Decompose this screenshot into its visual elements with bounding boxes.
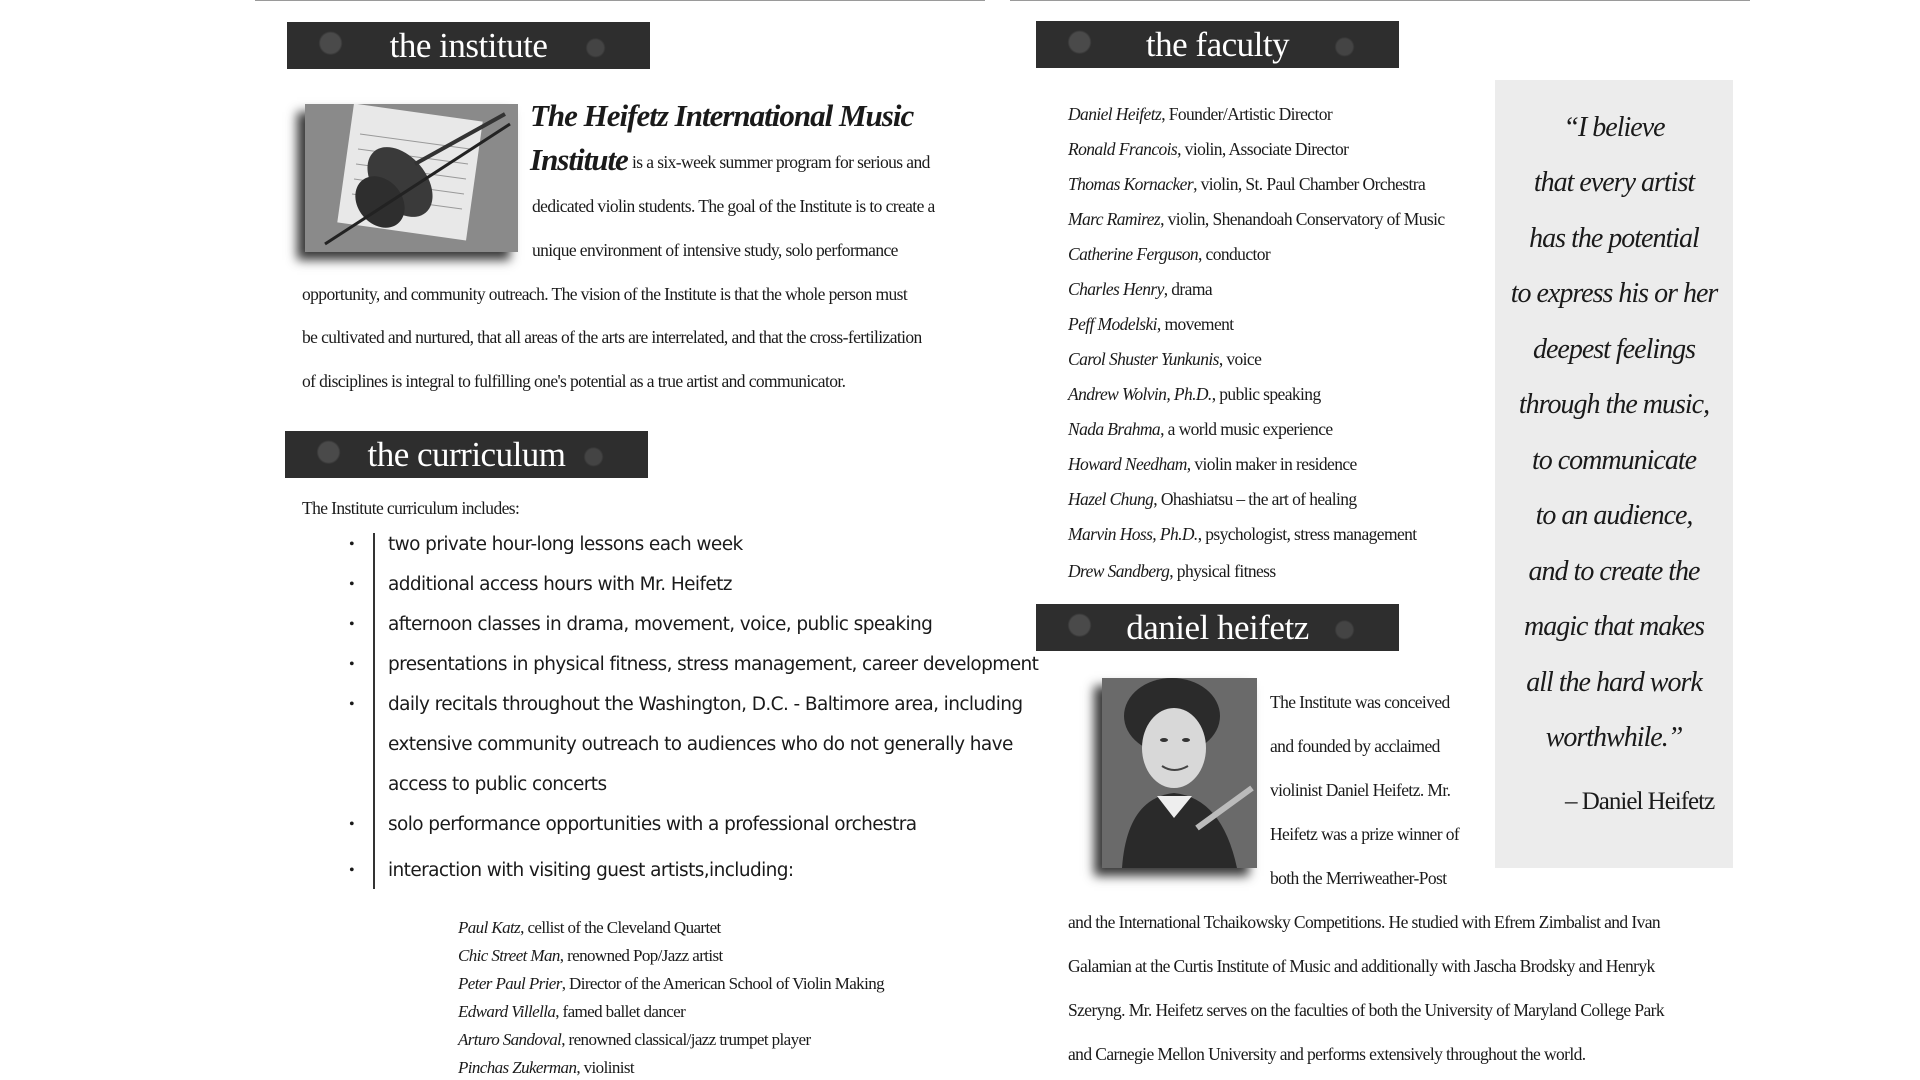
faculty-member: Nada Brahma, a world music experience (1068, 419, 1333, 439)
bullet: • (349, 816, 355, 833)
violin-sheet-music-icon (305, 104, 518, 252)
faculty-heading: the faculty (1036, 21, 1399, 68)
institute-title-line2: Institute (530, 142, 628, 177)
bio-line: Galamian at the Curtis Institute of Music and additionally with Jascha Brodsky and Henryk (1068, 956, 1655, 976)
daniel-heifetz-heading: daniel heifetz (1036, 604, 1399, 651)
top-rule-left (255, 0, 985, 1)
curriculum-item: daily recitals throughout the Washington, D.C. - Baltimore area, including (388, 694, 1023, 715)
quote-line: “I believe (1563, 112, 1665, 143)
intro-line: of disciplines is integral to fulfilling one's potential as a true artist and communicator. (302, 371, 846, 391)
faculty-member: Marvin Hoss, Ph.D., psychologist, stress management (1068, 524, 1417, 544)
quote-line: deepest feelings (1532, 334, 1696, 365)
guest-artist: Chic Street Man, renowned Pop/Jazz artist (458, 946, 723, 965)
bio-line: violinist Daniel Heifetz. Mr. (1270, 780, 1451, 800)
intro-line: unique environment of intensive study, solo performance (532, 240, 898, 260)
quote-line: worthwhile.” (1545, 722, 1683, 753)
faculty-member: Marc Ramirez, violin, Shenandoah Conservatory of Music (1068, 209, 1445, 229)
institute-heading: the institute (287, 22, 650, 69)
quote-attribution: – Daniel Heifetz (1565, 788, 1715, 815)
violin-photo (305, 104, 518, 252)
quote-line: to express his or her (1510, 278, 1718, 309)
bullet: • (349, 656, 355, 673)
guest-artist: Edward Villella, famed ballet dancer (458, 1002, 686, 1021)
faculty-member: Howard Needham, violin maker in residence (1068, 454, 1357, 474)
bio-line: The Institute was conceived (1270, 692, 1450, 712)
quote-line: magic that makes (1524, 611, 1704, 642)
curriculum-item: additional access hours with Mr. Heifetz (388, 574, 732, 595)
portrait-icon (1102, 678, 1257, 868)
curriculum-item: presentations in physical fitness, stress management, career development (388, 654, 1039, 675)
guest-artist: Pinchas Zukerman, violinist (458, 1058, 634, 1077)
guest-artist: Peter Paul Prier, Director of the American School of Violin Making (458, 974, 885, 993)
bullet: • (349, 576, 355, 593)
bullet: • (349, 616, 355, 633)
faculty-member: Charles Henry, drama (1068, 279, 1213, 299)
quote-box (1495, 80, 1733, 868)
quote-line: all the hard work (1526, 667, 1702, 698)
faculty-member: Ronald Francois, violin, Associate Director (1068, 139, 1349, 159)
bullet: • (349, 862, 355, 879)
quote-line: that every artist (1533, 167, 1695, 198)
quote-line: through the music, (1518, 389, 1710, 420)
curriculum-item: extensive community outreach to audiences who do not generally have (388, 734, 1013, 755)
quote-line: to an audience, (1535, 500, 1693, 531)
curriculum-item: two private hour-long lessons each week (388, 534, 743, 555)
curriculum-item: access to public concerts (388, 774, 607, 795)
curriculum-intro: The Institute curriculum includes: (302, 498, 520, 518)
bio-line: and Carnegie Mellon University and performs extensively throughout the world. (1068, 1044, 1586, 1064)
institute-title-line1: The Heifetz International Music (530, 98, 914, 133)
bio-line: Heifetz was a prize winner of (1270, 824, 1460, 844)
heifetz-portrait (1102, 678, 1257, 868)
bio-line: and founded by acclaimed (1270, 736, 1440, 756)
guest-artist: Paul Katz, cellist of the Cleveland Quartet (458, 918, 721, 937)
curriculum-vertical-rule (373, 533, 375, 889)
quote-line: and to create the (1528, 556, 1700, 587)
bio-line: and the International Tchaikowsky Competitions. He studied with Efrem Zimbalist and Ivan (1068, 912, 1661, 932)
intro-line: dedicated violin students. The goal of the Institute is to create a (532, 196, 935, 216)
faculty-member: Drew Sandberg, physical fitness (1068, 561, 1276, 581)
curriculum-item: solo performance opportunities with a professional orchestra (388, 814, 917, 835)
bio-line: Szeryng. Mr. Heifetz serves on the faculties of both the University of Maryland College Park (1068, 1000, 1665, 1020)
faculty-member: Peff Modelski, movement (1068, 314, 1234, 334)
curriculum-heading: the curriculum (285, 431, 648, 478)
top-rule-right (1010, 0, 1750, 1)
curriculum-item: interaction with visiting guest artists,including: (388, 860, 794, 881)
bullet: • (349, 536, 355, 553)
faculty-member: Catherine Ferguson, conductor (1068, 244, 1271, 264)
intro-line: be cultivated and nurtured, that all areas of the arts are interrelated, and that the cross-fertilization (302, 327, 922, 347)
bullet: • (349, 696, 355, 713)
quote-line: has the potential (1529, 223, 1699, 254)
quote-line: to communicate (1531, 445, 1697, 476)
intro-line: is a six-week summer program for serious and (632, 152, 930, 172)
faculty-member: Hazel Chung, Ohashiatsu – the art of healing (1068, 489, 1357, 509)
faculty-member: Carol Shuster Yunkunis, voice (1068, 349, 1262, 369)
faculty-member: Daniel Heifetz, Founder/Artistic Director (1068, 104, 1333, 124)
curriculum-item: afternoon classes in drama, movement, voice, public speaking (388, 614, 933, 635)
intro-line: opportunity, and community outreach. The vision of the Institute is that the whole person must (302, 284, 908, 304)
faculty-member: Thomas Kornacker, violin, St. Paul Chamber Orchestra (1068, 174, 1426, 194)
guest-artist: Arturo Sandoval, renowned classical/jazz trumpet player (458, 1030, 811, 1049)
faculty-member: Andrew Wolvin, Ph.D., public speaking (1068, 384, 1321, 404)
bio-line: both the Merriweather-Post (1270, 868, 1447, 888)
